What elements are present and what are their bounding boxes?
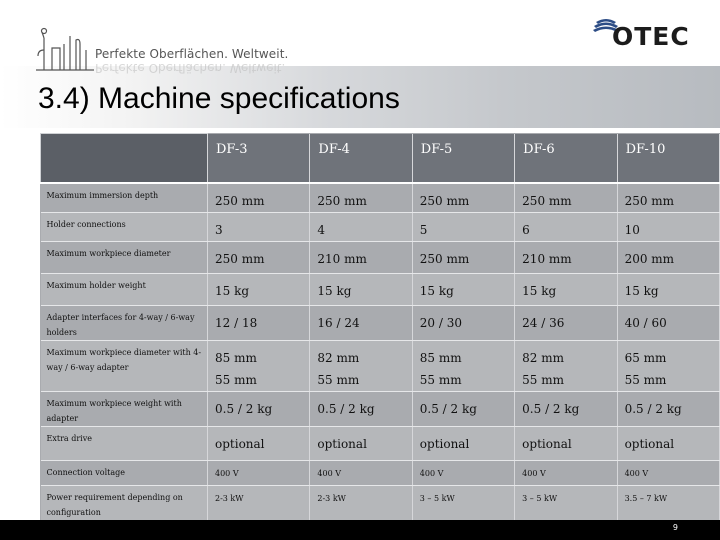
cell: 3 (208, 212, 310, 241)
cell: 55 mm (419, 372, 462, 387)
header-corner (41, 134, 208, 183)
table-row (41, 273, 720, 305)
column-header: DF-6 (515, 134, 617, 183)
row-label: Maximum workpiece diameter with 4-way / 6-way adapter (41, 340, 208, 391)
cell: 0.5 / 2 kg (208, 391, 310, 426)
cell: 85 mm (419, 350, 462, 365)
cell: 65 mm (624, 350, 667, 365)
cell: 210 mm (310, 241, 412, 273)
cell: 3 – 5 kW (515, 485, 617, 520)
row-label: Maximum holder weight (41, 273, 208, 305)
row-label: Maximum immersion depth (41, 183, 208, 213)
table-row (41, 183, 720, 213)
table-header-row (41, 134, 720, 183)
cell-pair (310, 340, 412, 391)
table-row (41, 485, 720, 520)
table-row (41, 460, 720, 485)
cell: 3.5 – 7 kW (617, 485, 719, 520)
cell: 250 mm (310, 183, 412, 213)
cell: 4 (310, 212, 412, 241)
cell: 400 V (310, 460, 412, 485)
cell: 250 mm (208, 183, 310, 213)
page-number: 9 (672, 523, 678, 532)
cell: 20 / 30 (412, 305, 514, 340)
brand-logo: OTEC (612, 22, 690, 51)
cell: optional (412, 426, 514, 460)
column-header: DF-10 (617, 134, 719, 183)
cell-pair (412, 340, 514, 391)
cell: 16 / 24 (310, 305, 412, 340)
cell-pair (515, 340, 617, 391)
cell: 2-3 kW (310, 485, 412, 520)
cell: 55 mm (624, 372, 667, 387)
cell: 82 mm (522, 350, 565, 365)
cell-pair (617, 340, 719, 391)
cell: optional (310, 426, 412, 460)
cell: 15 kg (208, 273, 310, 305)
cell: 15 kg (515, 273, 617, 305)
page-title: 3.4) Machine specifications (38, 82, 400, 115)
cell: 250 mm (617, 183, 719, 213)
cell-pair (208, 340, 310, 391)
cell: 15 kg (412, 273, 514, 305)
column-header: DF-5 (412, 134, 514, 183)
spec-table (40, 133, 720, 521)
cell: 0.5 / 2 kg (617, 391, 719, 426)
cell: 82 mm (317, 350, 360, 365)
cell: 2-3 kW (208, 485, 310, 520)
footer-bar (0, 520, 720, 540)
cell: 0.5 / 2 kg (310, 391, 412, 426)
cell: 12 / 18 (208, 305, 310, 340)
table-row (41, 426, 720, 460)
row-label: Holder connections (41, 212, 208, 241)
cell: 15 kg (617, 273, 719, 305)
cell: 0.5 / 2 kg (412, 391, 514, 426)
row-label: Adapter interfaces for 4-way / 6-way holders (41, 305, 208, 340)
cell: optional (617, 426, 719, 460)
table-row (41, 305, 720, 340)
cell: 250 mm (208, 241, 310, 273)
table-row (41, 340, 720, 391)
table-row (41, 241, 720, 273)
cell: optional (515, 426, 617, 460)
table-row (41, 391, 720, 426)
tagline: Perfekte Oberflächen. Weltweit. (95, 47, 289, 61)
cell: 400 V (412, 460, 514, 485)
row-label: Connection voltage (41, 460, 208, 485)
row-label: Maximum workpiece diameter (41, 241, 208, 273)
cell: 5 (412, 212, 514, 241)
cell: 0.5 / 2 kg (515, 391, 617, 426)
cell: 85 mm (215, 350, 257, 365)
cell: 400 V (617, 460, 719, 485)
cell: 3 – 5 kW (412, 485, 514, 520)
cell: 210 mm (515, 241, 617, 273)
cell: 15 kg (310, 273, 412, 305)
table-row (41, 212, 720, 241)
cell: 250 mm (412, 183, 514, 213)
cell: 55 mm (317, 372, 360, 387)
column-header: DF-3 (208, 134, 310, 183)
cell: 200 mm (617, 241, 719, 273)
cell: 400 V (208, 460, 310, 485)
row-label: Maximum workpiece weight with adapter (41, 391, 208, 426)
row-label: Extra drive (41, 426, 208, 460)
column-header: DF-4 (310, 134, 412, 183)
cell: 250 mm (515, 183, 617, 213)
line-art-logo-icon (34, 26, 96, 72)
cell: 40 / 60 (617, 305, 719, 340)
cell: optional (208, 426, 310, 460)
cell: 55 mm (215, 372, 257, 387)
cell: 250 mm (412, 241, 514, 273)
cell: 10 (617, 212, 719, 241)
tagline-reflection: Perfekte Oberflächen. Weltweit. (95, 61, 286, 75)
cell: 400 V (515, 460, 617, 485)
row-label: Power requirement depending on configuration (41, 485, 208, 520)
cell: 6 (515, 212, 617, 241)
cell: 55 mm (522, 372, 565, 387)
cell: 24 / 36 (515, 305, 617, 340)
